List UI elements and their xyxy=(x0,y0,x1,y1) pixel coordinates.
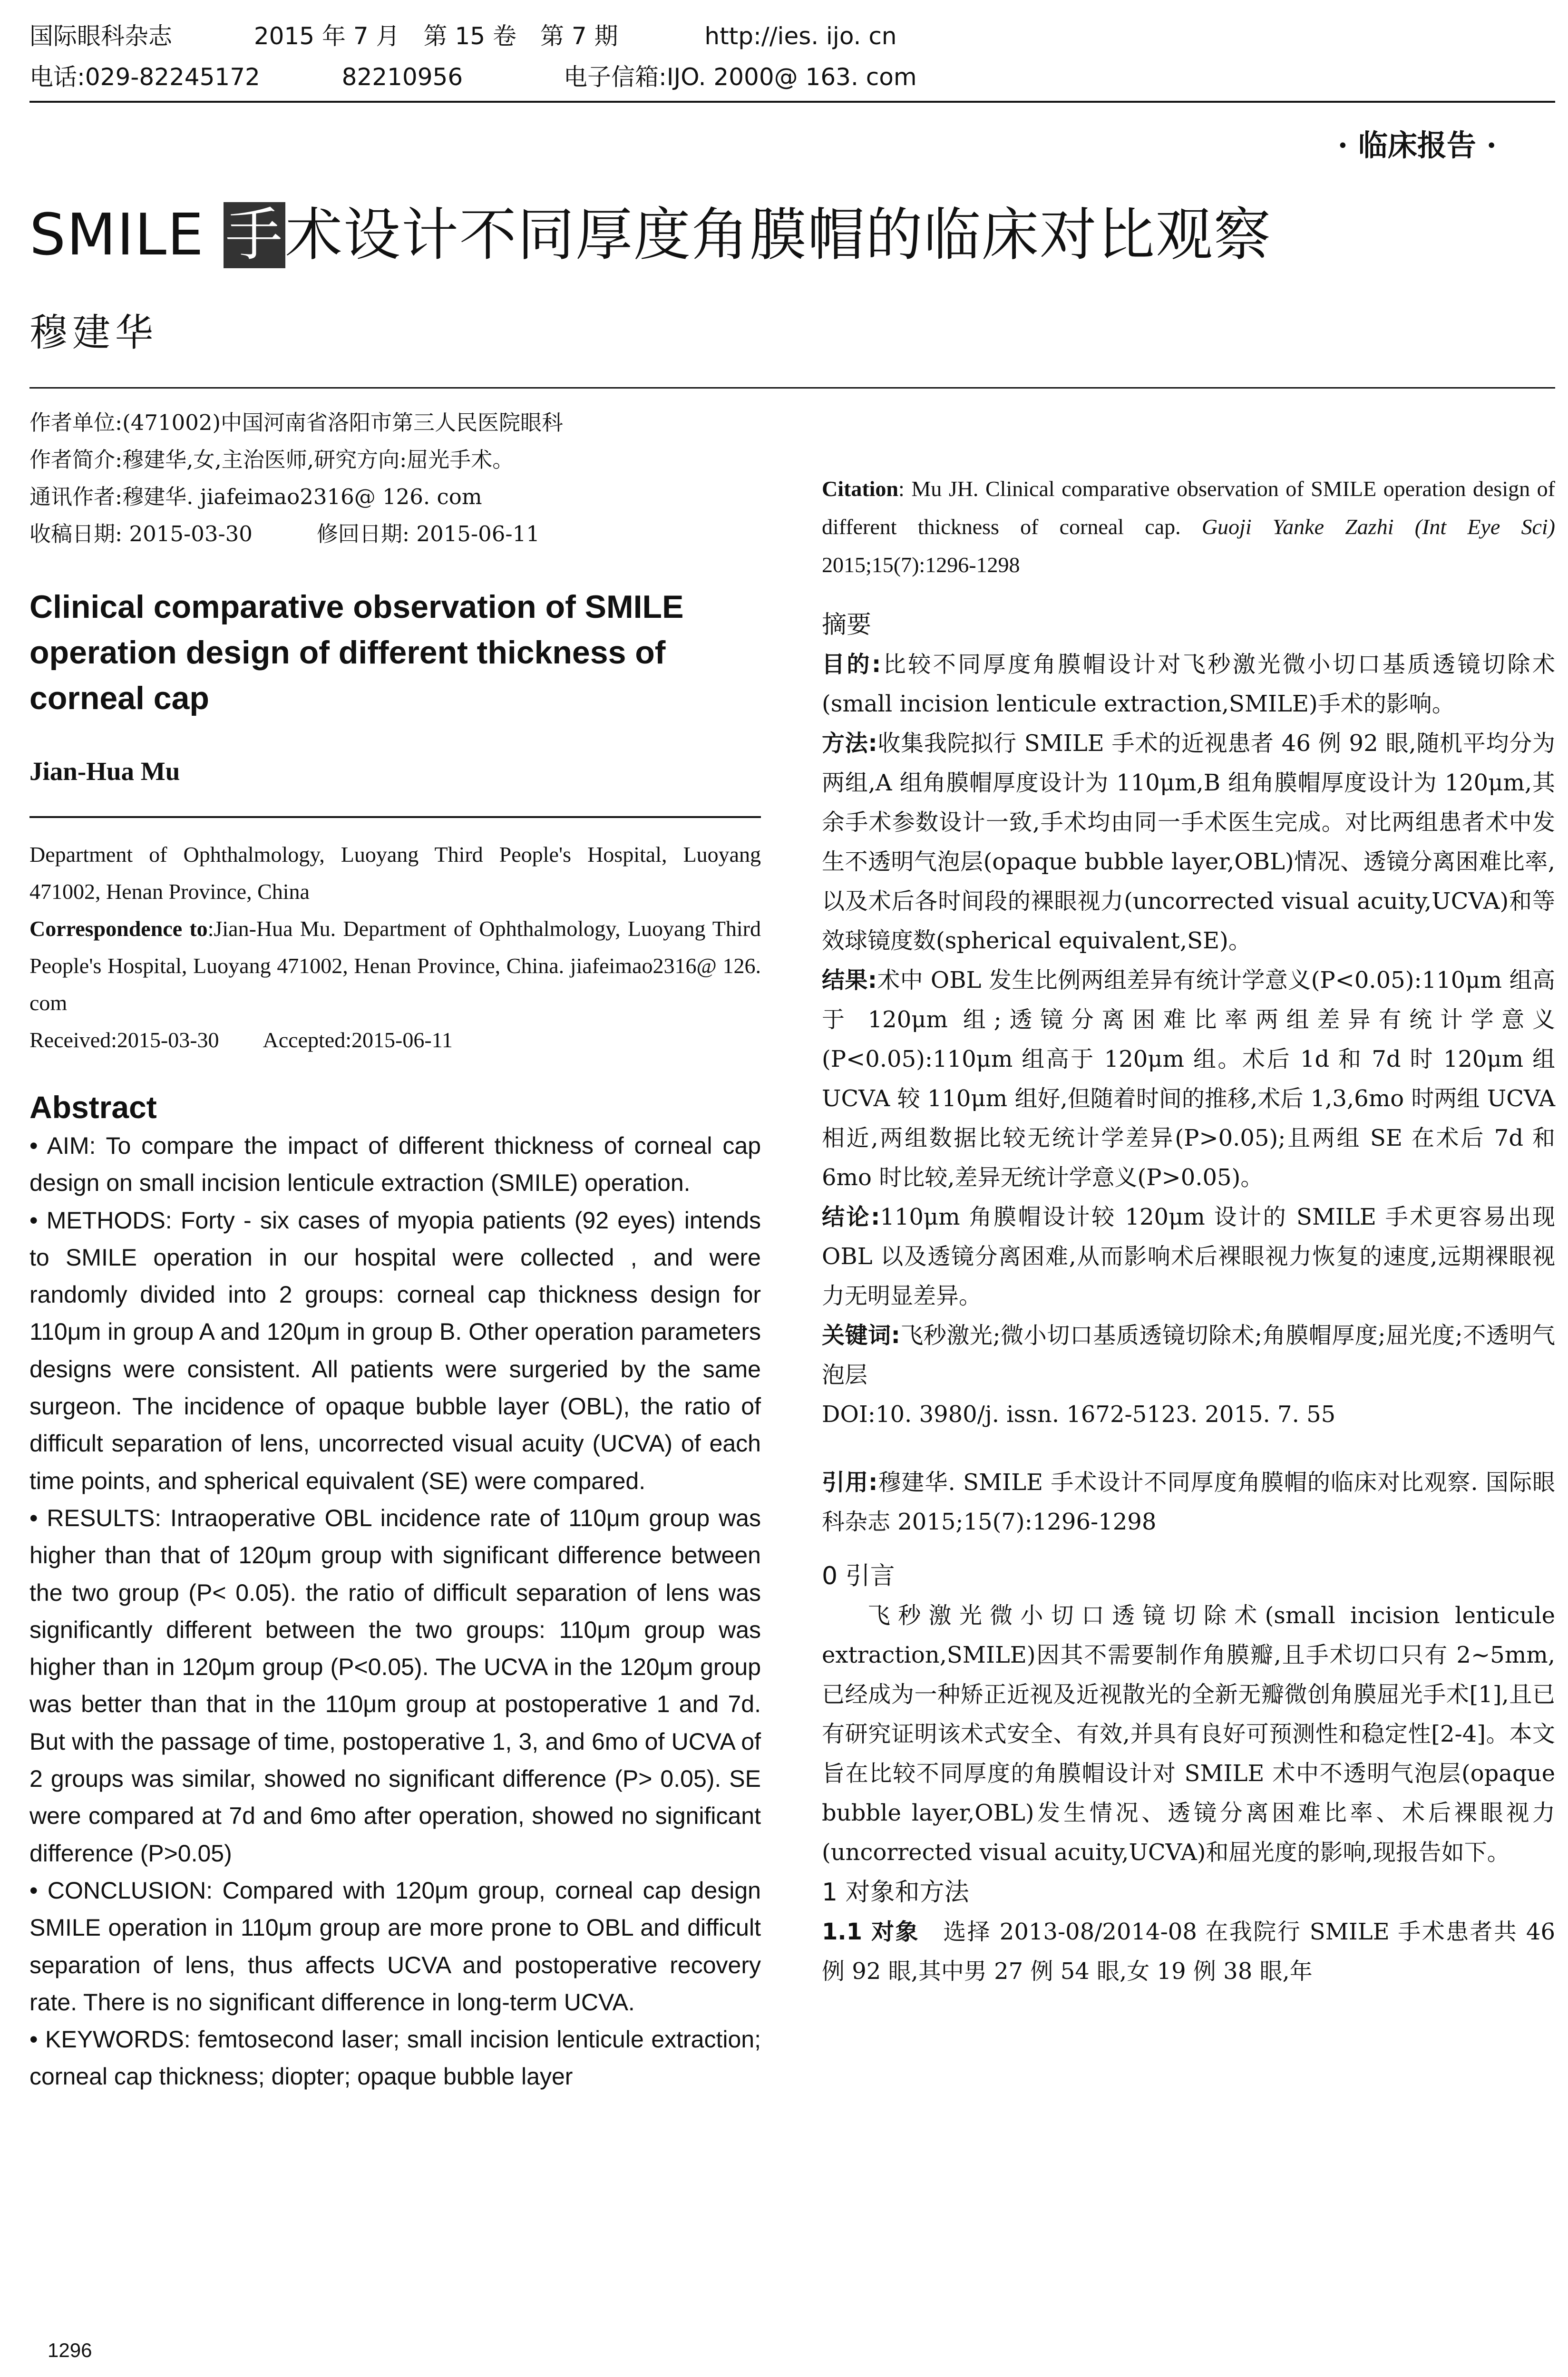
citation-en xyxy=(822,470,1555,584)
zh-abstract-heading: 摘要 xyxy=(822,611,872,639)
page-number: 1296 xyxy=(48,2339,92,2361)
correspondence xyxy=(29,910,761,1022)
citation-zh-text: 穆建华. SMILE 手术设计不同厚度角膜帽的临床对比观察. 国际眼科杂志 2015;15(7):1296-1298 xyxy=(822,1469,1555,1535)
title-highlight: 手 xyxy=(224,202,285,268)
intro-paragraph: 飞秒激光微小切口透镜切除术(small incision lenticule extraction,SMILE)因其不需要制作角膜瓣,且手术切口只有 2~5mm,已经成为一种矫正近视及近视散光的全新无瓣微创角膜屈光手术[1],且已有研究证明该术式安全、有效,并具有良好可预测性和稳定性[2-4]。本文旨在比较不同厚度的角膜帽设计对 SMILE 术中不透明气泡层(opaque bubble layer,OBL)发生情况、透镜分离困难比率、术后裸眼视力(uncorrected visual acuity,UCVA)和屈光度的影响,现报告如下。 xyxy=(822,1602,1555,1866)
english-author: Jian-Hua Mu xyxy=(29,757,180,786)
abstract-results: • RESULTS: Intraoperative OBL incidence rate of 110μm group was higher than that of 120μm group with significant difference between the two group (P< 0.05). the ratio of difficult separation of lens was significantly different between the two groups: 110μm group was higher than in 120μm group (P<0.05). The UCVA in the 120μm group was better than that in the 110μm group at postoperative 1 and 7d. But with the passage of time, postoperative 1, 3, and 6mo of UCVA of 2 groups was similar, showed no significant difference (P> 0.05). SE were compared at 7d and 6mo after operation, showed no significant difference (P>0.05) xyxy=(29,1504,761,1867)
journal-name: 国际眼科杂志 xyxy=(29,22,172,50)
abstract-keywords: • KEYWORDS: femtosecond laser; small incision lenticule extraction; corneal cap thickness; diopter; opaque bubble layer xyxy=(29,2026,761,2090)
citation-tail: 2015;15(7):1296-1298 xyxy=(822,553,1020,577)
zh-keywords xyxy=(822,1316,1555,1395)
subjects-label: 1.1 对象 xyxy=(822,1919,919,1945)
zh-conclusion-text: 110μm 角膜帽设计较 120μm 设计的 SMILE 手术更容易出现 OBL 以及透镜分离困难,从而影响术后裸眼视力恢复的速度,远期裸眼视力无明显差异。 xyxy=(822,1204,1555,1309)
subjects-text: 选择 2013-08/2014-08 在我院行 SMILE 手术患者共 46 例 92 眼,其中男 27 例 54 眼,女 19 例 38 眼,年 xyxy=(822,1919,1555,1985)
journal-url[interactable]: http://ies. ijo. cn xyxy=(704,22,897,50)
affiliation-en: Department of Ophthalmology, Luoyang Third People's Hospital, Luoyang 471002, Henan Province, China xyxy=(29,842,761,904)
phone-2: 82210956 xyxy=(341,63,463,91)
author-cn: 穆建华 xyxy=(29,311,158,355)
dates-cn: 收稿日期: 2015-03-30 修回日期: 2015-06-11 xyxy=(29,521,540,546)
zh-conclusion xyxy=(822,1198,1555,1316)
email: 电子信箱:IJO. 2000@ 163. com xyxy=(563,63,917,91)
zh-keywords-label: 关键词: xyxy=(822,1322,900,1349)
correspondence-label: Correspondence to xyxy=(29,916,208,941)
abstract-conclusion: • CONCLUSION: Compared with 120μm group, corneal cap design SMILE operation in 110μm group are more prone to OBL and difficult separation of lens, thus affects UCVA and postoperative recovery rate. There is no significant difference in long-term UCVA. xyxy=(29,1877,761,2016)
article-title xyxy=(29,200,1272,271)
zh-aim-label: 目的: xyxy=(822,651,881,678)
doi[interactable]: DOI:10. 3980/j. issn. 1672-5123. 2015. 7. 55 xyxy=(822,1401,1336,1428)
contact-line xyxy=(29,60,1551,94)
citation-zh-label: 引用: xyxy=(822,1469,878,1496)
zh-aim xyxy=(822,645,1555,724)
zh-conclusion-label: 结论: xyxy=(822,1204,880,1230)
zh-results-text: 术中 OBL 发生比例两组差异有统计学意义(P<0.05):110μm 组高于 120μm 组;透镜分离困难比率两组差异有统计学意义(P<0.05):110μm 组高于 120μm 组。术后 1d 和 7d 时 120μm 组 UCVA 较 110μm 组好,但随着时间的推移,术后 1,3,6mo 时两组 UCVA 相近,两组数据比较无统计学差异(P>0.05);且两组 SE 在术后 7d 和 6mo 时比较,差异无统计学意义(P>0.05)。 xyxy=(822,967,1555,1191)
received-accepted: Received:2015-03-30 Accepted:2015-06-11 xyxy=(29,1028,453,1052)
citation-zh xyxy=(822,1463,1555,1542)
journal-header xyxy=(29,19,1551,53)
abstract-methods: • METHODS: Forty - six cases of myopia patients (92 eyes) intends to SMILE operation in our hospital were collected , and were randomly divided into 2 groups: corneal cap thickness design for 110μm in group A and 120μm in group B. Other operation parameters designs were consistent. All patients were surgeried by the same surgeon. The incidence of opaque bubble layer (OBL), the ratio of difficult separation of lens, uncorrected visual acuity (UCVA) of each time points, and spherical equivalent (SE) were compared. xyxy=(29,1207,761,1494)
title-rule xyxy=(29,387,1555,389)
title-part3: 术设计不同厚度角膜帽的临床对比观察 xyxy=(285,202,1272,268)
correspondence-text: :Jian-Hua Mu. Department of Ophthalmology, Luoyang Third People's Hospital, Luoyang 471002, Henan Province, China. jiafeimao2316@ 126. com xyxy=(29,916,761,1015)
zh-results-label: 结果: xyxy=(822,967,877,994)
english-title: Clinical comparative observation of SMILE operation design of different thickness of corneal cap xyxy=(29,589,684,716)
zh-results xyxy=(822,961,1555,1198)
author-bio-cn: 作者简介:穆建华,女,主治医师,研究方向:屈光手术。 xyxy=(29,447,514,472)
abstract-aim: • AIM: To compare the impact of different thickness of corneal cap design on small incision lenticule extraction (SMILE) operation. xyxy=(29,1132,761,1197)
title-part1: SMILE xyxy=(29,202,224,268)
citation-label: Citation xyxy=(822,477,898,501)
issue-info: 2015 年 7 月 第 15 卷 第 7 期 xyxy=(253,22,618,50)
citation-journal: Guoji Yanke Zazhi (Int Eye Sci) xyxy=(1201,515,1556,539)
abstract-heading: Abstract xyxy=(29,1090,157,1125)
citation-text: : Mu JH. Clinical comparative observation of SMILE operation design of different thickness of corneal cap. xyxy=(822,477,1555,539)
affiliation-cn: 作者单位:(471002)中国河南省洛阳市第三人民医院眼科 xyxy=(29,410,564,435)
section-label: · 临床报告 · xyxy=(1337,128,1497,163)
right-column xyxy=(822,408,1555,1991)
phone: 电话:029-82245172 xyxy=(29,63,260,91)
corresponding-cn: 通讯作者:穆建华. jiafeimao2316@ 126. com xyxy=(29,484,482,509)
methods-heading: 1 对象和方法 xyxy=(822,1878,969,1907)
zh-aim-text: 比较不同厚度角膜帽设计对飞秒激光微小切口基质透镜切除术(small incision lenticule extraction,SMILE)手术的影响。 xyxy=(822,651,1555,717)
left-column xyxy=(29,404,761,2095)
zh-methods-text: 收集我院拟行 SMILE 手术的近视患者 46 例 92 眼,随机平均分为两组,A 组角膜帽厚度设计为 110μm,B 组角膜帽厚度设计为 120μm,其余手术参数设计一致,手术均由同一手术医生完成。对比两组患者术中发生不透明气泡层(opaque bubble layer,OBL)情况、透镜分离困难比率,以及术后各时间段的裸眼视力(uncorrected visual acuity,UCVA)和等效球镜度数(spherical equivalent,SE)。 xyxy=(822,730,1556,954)
intro-heading: 0 引言 xyxy=(822,1562,895,1590)
subjects-paragraph xyxy=(822,1912,1555,1991)
zh-keywords-text: 飞秒激光;微小切口基质透镜切除术;角膜帽厚度;屈光度;不透明气泡层 xyxy=(822,1322,1555,1388)
zh-methods xyxy=(822,724,1555,961)
zh-methods-label: 方法: xyxy=(822,730,877,757)
header-rule xyxy=(29,101,1555,103)
